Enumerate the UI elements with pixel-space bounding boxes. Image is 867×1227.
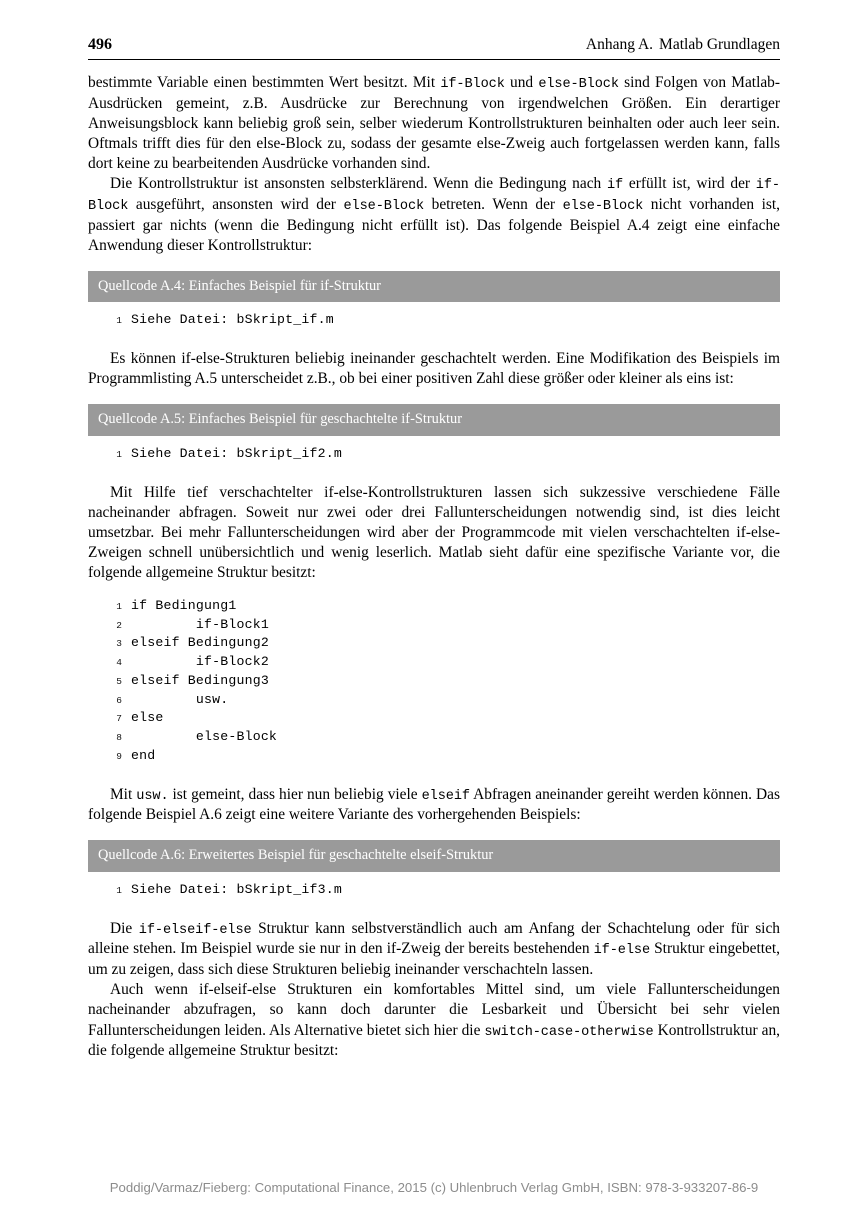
text-run: Struktur kann selbstverständlich auch am Anfang der Schachtelung oder für sich alleine stehen. Im Beispiel wurde sie nur in den if-Zweig der bereits bestehenden	[88, 919, 780, 958]
line-number: 1	[116, 315, 122, 327]
listing-body	[88, 311, 780, 330]
listing-body	[88, 881, 780, 900]
inline-code: switch-case-otherwise	[484, 1024, 654, 1040]
text-run: nicht vorhanden ist, passiert gar nichts (wenn die Bedingung nicht erfüllt ist). Das folgende Beispiel A.4 zeigt eine einfache Anwendung dieser Kontrollstruktur:	[88, 195, 780, 254]
running-head	[88, 36, 780, 60]
inline-code: if	[607, 178, 624, 194]
inline-code: usw.	[136, 788, 169, 804]
line-number: 1	[116, 885, 122, 897]
text-run: und	[504, 74, 539, 91]
inline-code: else-Block	[562, 198, 644, 214]
code-line	[106, 445, 780, 464]
text-run: Die	[110, 919, 139, 937]
listing-caption: Quellcode A.6: Erweitertes Beispiel für geschachtelte elseif-Struktur	[88, 840, 780, 872]
code-text: elseif Bedingung2	[131, 635, 269, 651]
line-number: 7	[116, 713, 122, 725]
line-number: 3	[116, 638, 122, 650]
code-text: Siehe Datei: bSkript_if3.m	[131, 882, 342, 898]
code-text: if-Block1	[131, 616, 269, 632]
inline-code: if-Block	[440, 77, 505, 92]
code-text: if Bedingung1	[131, 598, 237, 614]
paragraph-2	[88, 174, 780, 256]
code-text: end	[131, 747, 156, 763]
text-run: sind Folgen von Matlab-Ausdrücken gemeint, z.B. Ausdrücke zur Berechnung von irgendwelchen Größen. Ein derartiger Anweisungsblock kann beliebig groß sein, selber wiederum Kontrollstrukturen beinhalten oder auch leer sein. Oftmals trifft dies für den else-Block zu, sodass der gesamte else-Zweig auch fortgelassen werden kann, falls dort keine zu bearbeitenden Ausdrücke vorhanden sind.	[88, 74, 780, 173]
code-line	[106, 597, 780, 616]
code-line	[106, 691, 780, 710]
text-run: bestimmte Variable einen bestimmten Wert besitzt. Mit	[88, 74, 441, 91]
code-line	[106, 728, 780, 747]
inline-code: else-Block	[343, 198, 425, 214]
code-text: usw.	[131, 691, 229, 707]
text-run: ausgeführt, ansonsten wird der	[128, 195, 344, 213]
code-text: Siehe Datei: bSkript_if2.m	[131, 445, 342, 461]
page-number: 496	[88, 36, 112, 53]
code-line	[106, 709, 780, 728]
code-text: else	[131, 710, 164, 726]
code-line	[106, 653, 780, 672]
text-run: Kontrollstruktur an, die folgende allgemeine Struktur besitzt:	[88, 1021, 780, 1060]
code-line	[106, 634, 780, 653]
line-number: 8	[116, 732, 122, 744]
text-run: Mit Hilfe tief verschachtelter if-else-Kontrollstrukturen lassen sich sukzessive verschiedene Fälle nacheinander abfragen. Soweit nur zwei oder drei Fallunterscheidungen notwendig sind, ist dies leicht umsetzbar. Bei mehr Fallunterscheidungen wird aber der Programmcode mit vielen verschachtelten if-else-Zweigen schnell unübersichtlich und wenig leserlich. Matlab sieht dafür eine spezifische Variante vor, die folgende allgemeine Struktur besitzt:	[88, 483, 780, 581]
line-number: 1	[116, 448, 122, 460]
listing-body	[88, 445, 780, 464]
line-number: 4	[116, 657, 122, 669]
text-run: ist gemeint, dass hier nun beliebig viele	[168, 785, 422, 803]
inline-code: if-elseif-else	[138, 922, 252, 938]
inline-code: else-Block	[538, 77, 619, 92]
chapter-name: Matlab Grundlagen	[659, 36, 780, 53]
line-number: 9	[116, 750, 122, 762]
code-line	[106, 881, 780, 900]
code-text: else-Block	[131, 729, 278, 745]
code-text: if-Block2	[131, 654, 269, 670]
code-text: Siehe Datei: bSkript_if.m	[131, 312, 334, 328]
page-content	[88, 36, 780, 1061]
text-run: Abfragen aneinander gereiht werden können. Das folgende Beispiel A.6 zeigt eine weitere Variante des vorhergehenden Beispiels:	[88, 785, 780, 824]
code-line	[106, 311, 780, 330]
text-run: Mit	[110, 785, 137, 803]
line-number: 2	[116, 619, 122, 631]
paragraph-1	[88, 73, 780, 174]
listing-caption: Quellcode A.5: Einfaches Beispiel für geschachtelte if-Struktur	[88, 404, 780, 436]
page-footer: Poddig/Varmaz/Fieberg: Computational Finance, 2015 (c) Uhlenbruch Verlag GmbH, ISBN: 978-3-933207-86-9	[109, 1180, 759, 1195]
chapter-label: Anhang A.	[585, 36, 654, 53]
line-number: 5	[116, 675, 122, 687]
paragraph-5	[88, 785, 780, 826]
text-run: Es können if-else-Strukturen beliebig ineinander geschachtelt werden. Eine Modifikation des Beispiels im Programmlisting A.5 unterscheidet z.B., ob bei einer positiven Zahl diese größer oder kleiner als eins ist:	[88, 350, 780, 388]
listing-caption: Quellcode A.4: Einfaches Beispiel für if-Struktur	[88, 271, 780, 303]
code-line	[106, 747, 780, 766]
text-run: Auch wenn if-elseif-else Strukturen ein komfortables Mittel sind, um viele Fallunterscheidungen nacheinander abzufragen, so kann doch darunter die Lesbarkeit und Übersicht bei sehr vielen Fallunterscheidungen leiden. Als Alternative bietet sich hier die	[88, 981, 780, 1039]
paragraph-4	[88, 483, 780, 583]
inline-code: if-Block	[88, 178, 780, 214]
paragraph-7	[88, 980, 780, 1061]
chapter-title	[586, 36, 780, 54]
text-run: Struktur eingebettet, um zu zeigen, dass sich diese Strukturen beliebig ineinander verschachteln lassen.	[88, 940, 781, 979]
inline-code: elseif	[421, 788, 470, 804]
inline-code: if-else	[593, 943, 651, 959]
code-line	[106, 616, 780, 635]
line-number: 6	[116, 694, 122, 706]
inline-listing	[88, 597, 780, 766]
code-line	[106, 672, 780, 691]
paragraph-6	[88, 919, 780, 981]
text-run: erfüllt ist, wird der	[623, 175, 756, 193]
text-run: Die Kontrollstruktur ist ansonsten selbsterklärend. Wenn die Bedingung nach	[110, 175, 607, 193]
line-number: 1	[116, 601, 122, 613]
text-run: betreten. Wenn der	[424, 195, 563, 213]
code-text: elseif Bedingung3	[131, 672, 269, 688]
paragraph-3	[88, 349, 780, 389]
